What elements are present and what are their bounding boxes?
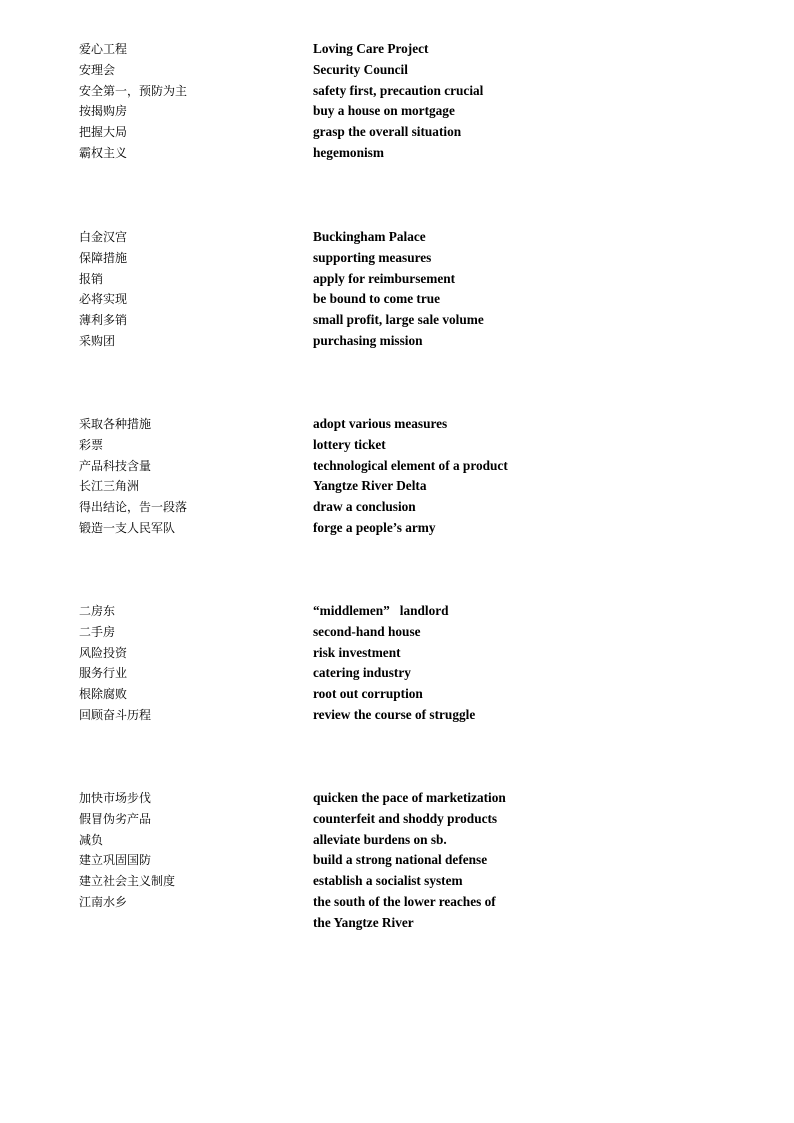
chinese-term: 爱心工程 bbox=[79, 42, 128, 56]
glossary-row bbox=[0, 81, 794, 102]
glossary-row bbox=[0, 684, 794, 705]
glossary-row bbox=[0, 122, 794, 143]
glossary-row bbox=[0, 497, 794, 518]
glossary-row bbox=[0, 788, 794, 809]
english-translation: the south of the lower reaches of bbox=[313, 893, 496, 909]
english-translation: Loving Care Project bbox=[313, 41, 429, 56]
english-translation: quicken the pace of marketization bbox=[313, 790, 506, 805]
glossary-row bbox=[0, 705, 794, 726]
glossary-row bbox=[0, 414, 794, 435]
english-translation: Security Council bbox=[313, 61, 408, 77]
glossary-row bbox=[0, 269, 794, 290]
glossary-row bbox=[0, 39, 794, 60]
glossary-row bbox=[0, 663, 794, 684]
chinese-term: 锻造一支人民军队 bbox=[79, 520, 176, 535]
glossary-row bbox=[0, 289, 794, 310]
glossary-row bbox=[0, 913, 794, 934]
chinese-term: 风险投资 bbox=[79, 645, 128, 660]
glossary-group-2 bbox=[0, 227, 794, 352]
english-translation: hegemonism bbox=[313, 144, 384, 160]
glossary-row bbox=[0, 101, 794, 122]
chinese-term: 长江三角洲 bbox=[79, 479, 140, 494]
glossary-row bbox=[0, 310, 794, 331]
glossary-row bbox=[0, 456, 794, 477]
glossary-group-1 bbox=[0, 39, 794, 164]
chinese-term: 二房东 bbox=[79, 604, 116, 618]
chinese-term: 薄利多销 bbox=[79, 313, 128, 328]
english-translation: Buckingham Palace bbox=[313, 229, 426, 244]
glossary-row bbox=[0, 476, 794, 497]
chinese-term: 按揭购房 bbox=[79, 104, 128, 119]
chinese-term: 得出结论，告一段落 bbox=[79, 500, 188, 515]
english-translation: technological element of a product bbox=[313, 457, 508, 473]
glossary-group-4 bbox=[0, 601, 794, 726]
chinese-term: 减负 bbox=[79, 832, 104, 847]
english-translation: build a strong national defense bbox=[313, 852, 488, 868]
glossary-row bbox=[0, 601, 794, 622]
english-translation: supporting measures bbox=[313, 249, 432, 265]
english-translation: catering industry bbox=[313, 665, 411, 681]
english-translation: establish a socialist system bbox=[313, 873, 463, 889]
english-translation: root out corruption bbox=[313, 686, 423, 702]
chinese-term: 建立社会主义制度 bbox=[79, 874, 176, 889]
glossary-row bbox=[0, 143, 794, 164]
english-translation: second-hand house bbox=[313, 623, 421, 639]
glossary-row bbox=[0, 248, 794, 269]
english-translation: safety first, precaution crucial bbox=[313, 82, 484, 98]
glossary-group-3 bbox=[0, 414, 794, 539]
glossary-row bbox=[0, 871, 794, 892]
chinese-term: 采取各种措施 bbox=[79, 417, 152, 431]
chinese-term: 假冒伪劣产品 bbox=[79, 811, 152, 826]
english-translation: grasp the overall situation bbox=[313, 124, 462, 140]
glossary-group-5 bbox=[0, 788, 794, 934]
chinese-term: 建立巩固国防 bbox=[79, 853, 152, 868]
chinese-term: 彩票 bbox=[79, 437, 104, 452]
english-translation: small profit, large sale volume bbox=[313, 312, 484, 328]
glossary-row bbox=[0, 809, 794, 830]
glossary-row bbox=[0, 331, 794, 352]
chinese-term: 服务行业 bbox=[79, 666, 128, 681]
english-translation: review the course of struggle bbox=[313, 706, 476, 722]
chinese-term: 白金汉宫 bbox=[79, 230, 128, 244]
chinese-term: 采购团 bbox=[79, 333, 116, 348]
english-translation: “middlemen” landlord bbox=[313, 603, 449, 618]
chinese-term: 根除腐败 bbox=[79, 687, 128, 702]
english-translation: be bound to come true bbox=[313, 291, 441, 307]
chinese-term: 报销 bbox=[79, 271, 104, 286]
glossary-row bbox=[0, 830, 794, 851]
chinese-term: 回顾奋斗历程 bbox=[79, 707, 152, 722]
chinese-term: 产品科技含量 bbox=[79, 458, 152, 473]
chinese-term: 江南水乡 bbox=[79, 894, 128, 909]
glossary-row bbox=[0, 518, 794, 539]
chinese-term: 二手房 bbox=[79, 624, 116, 639]
chinese-term: 必将实现 bbox=[79, 292, 128, 307]
chinese-term: 安理会 bbox=[79, 62, 116, 77]
english-translation: lottery ticket bbox=[313, 436, 386, 452]
english-translation: the Yangtze River bbox=[313, 914, 414, 930]
english-translation: forge a people’s army bbox=[313, 519, 436, 535]
english-translation: draw a conclusion bbox=[313, 499, 416, 515]
chinese-term: 加快市场步伐 bbox=[79, 791, 152, 805]
english-translation: buy a house on mortgage bbox=[313, 103, 455, 119]
english-translation: adopt various measures bbox=[313, 416, 448, 431]
chinese-term: 安全第一，预防为主 bbox=[79, 83, 188, 98]
english-translation: counterfeit and shoddy products bbox=[313, 810, 498, 826]
english-translation: purchasing mission bbox=[313, 332, 423, 348]
chinese-term: 把握大局 bbox=[79, 125, 128, 140]
glossary-row bbox=[0, 643, 794, 664]
english-translation: risk investment bbox=[313, 644, 401, 660]
english-translation: Yangtze River Delta bbox=[313, 478, 427, 494]
glossary-row bbox=[0, 850, 794, 871]
chinese-term: 霸权主义 bbox=[79, 145, 128, 160]
glossary-row bbox=[0, 622, 794, 643]
glossary-row bbox=[0, 227, 794, 248]
chinese-term: 保障措施 bbox=[79, 250, 128, 265]
glossary-row bbox=[0, 60, 794, 81]
english-translation: apply for reimbursement bbox=[313, 270, 456, 286]
glossary-row bbox=[0, 892, 794, 913]
english-translation: alleviate burdens on sb. bbox=[313, 831, 447, 847]
glossary-row bbox=[0, 435, 794, 456]
